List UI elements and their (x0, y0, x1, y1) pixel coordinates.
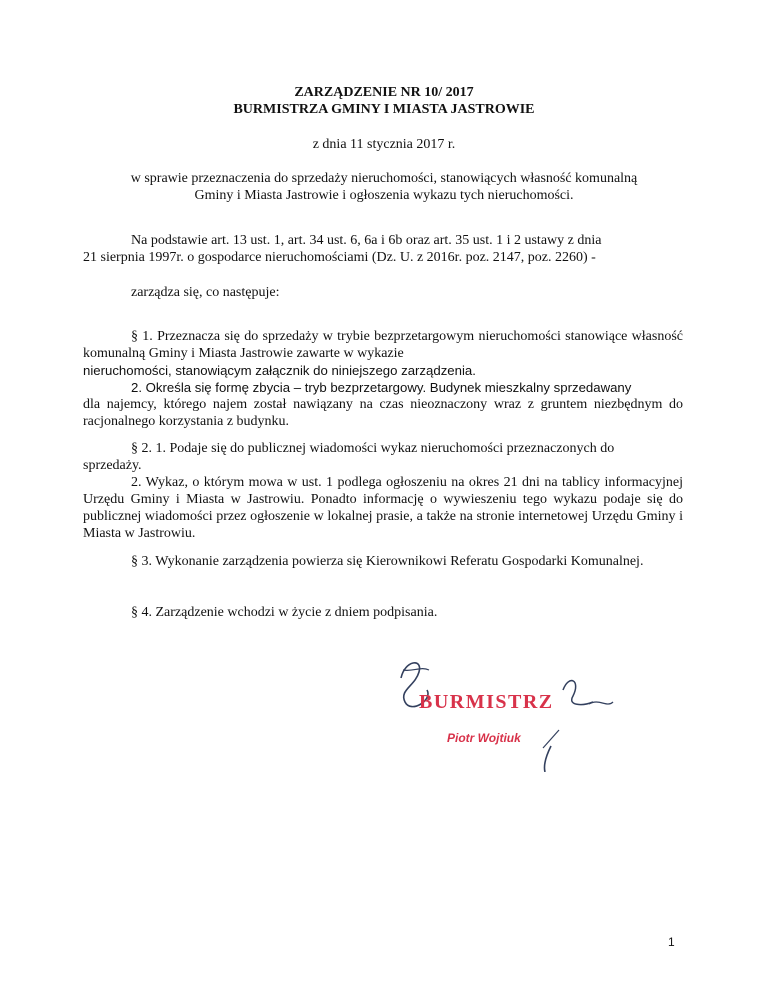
svg-text:Piotr Wojtiuk: Piotr Wojtiuk (447, 731, 521, 745)
paragraph-3: § 3. Wykonanie zarządzenia powierza się Kierownikowi Referatu Gospodarki Komunalnej. (131, 554, 644, 569)
paragraph-1-point-2: 2. Określa się formę zbycia – tryb bezprzetargowy. Budynek mieszkalny sprzedawany (131, 380, 632, 395)
decree-intro: zarządza się, co następuje: (131, 285, 280, 300)
subject-line-2: Gminy i Miasta Jastrowie i ogłoszenia wykazu tych nieruchomości. (194, 188, 574, 203)
legal-basis-line-2: 21 sierpnia 1997r. o gospodarce nieruchomościami (Dz. U. z 2016r. poz. 2147, poz. 2260) - (83, 250, 596, 265)
paragraph-2-point-2: 2. Wykaz, o którym mowa w ust. 1 podlega ogłoszeniu na okres 21 dni na tablicy informacyjnej Urzędu Gminy i Miasta w Jastrowiu. Ponadto informację o wywieszeniu tego wykazu podaje się do publicznej wiadomości przez ogłoszenie w lokalnej prasie, a także na stronie internetowej Urzędu Gminy i Miasta w Jastrowiu. (83, 475, 683, 541)
title-line-1: ZARZĄDZENIE NR 10/ 2017 (294, 85, 474, 100)
page-number: 1 (668, 935, 675, 949)
paragraph-2-point-1-line-1: § 2. 1. Podaje się do publicznej wiadomości wykaz nieruchomości przeznaczonych do (131, 441, 615, 456)
subject-line-1: w sprawie przeznaczenia do sprzedaży nieruchomości, stanowiących własność komunalną (130, 171, 638, 186)
svg-text:BURMISTRZ: BURMISTRZ (419, 691, 554, 713)
paragraph-1-point-1-end: nieruchomości, stanowiącym załącznik do niniejszego zarządzenia. (83, 363, 476, 378)
signature-stamp (393, 650, 615, 772)
document-date: z dnia 11 stycznia 2017 r. (312, 137, 456, 152)
paragraph-4: § 4. Zarządzenie wchodzi w życie z dniem podpisania. (131, 605, 438, 620)
legal-basis-line-1: Na podstawie art. 13 ust. 1, art. 34 ust. 6, 6a i 6b oraz art. 35 ust. 1 i 2 ustawy z dnia (131, 233, 602, 248)
paragraph-2-point-1-line-2: sprzedaży. (83, 458, 142, 473)
title-line-2: BURMISTRZA GMINY I MIASTA JASTROWIE (233, 102, 535, 117)
paragraph-1-point-2-rest: dla najemcy, którego najem został nawiązany na czas nieoznaczony wraz z gruntem niezbędnym do racjonalnego korzystania z budynku. (83, 397, 683, 429)
paragraph-1-point-1: § 1. Przeznacza się do sprzedaży w trybie bezprzetargowym nieruchomości stanowiące własność komunalną Gminy i Miasta Jastrowie zawarte w wykazie (83, 329, 683, 361)
